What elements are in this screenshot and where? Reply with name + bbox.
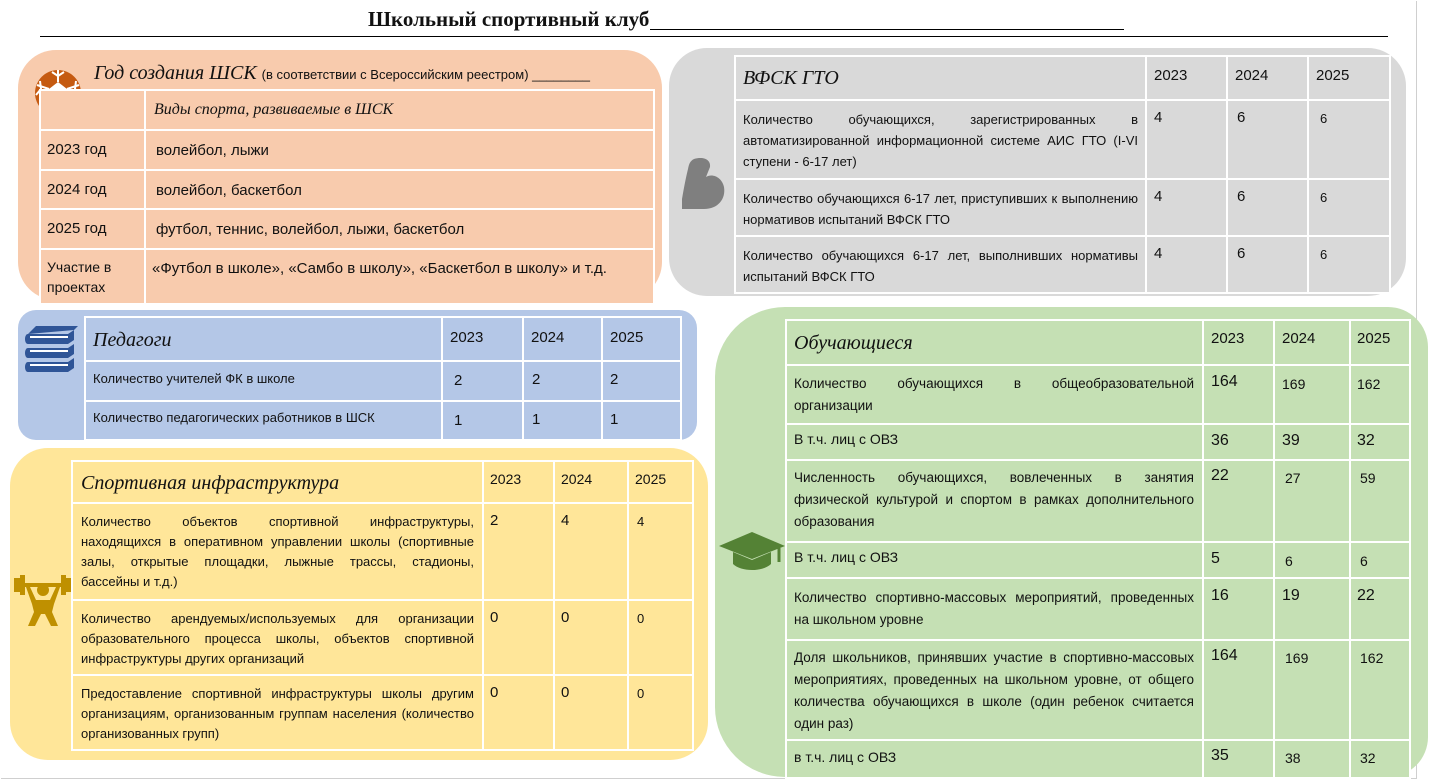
value-cell: 6 [1237, 109, 1246, 126]
value-cell: 0 [490, 609, 499, 626]
value-cell: 4 [1154, 188, 1163, 205]
year-label: 2025 год [47, 220, 107, 237]
value-cell: 2 [454, 372, 463, 389]
table-row [72, 503, 693, 600]
row-label: Количество обучающихся 6-17 лет, выполнивших нормативы испытаний ВФСК ГТО [743, 248, 1138, 284]
value-cell: 5 [1211, 550, 1220, 567]
students-heading: Обучающиеся [794, 332, 913, 354]
graduation-cap-icon [719, 530, 785, 572]
value-cell: 2 [610, 371, 619, 388]
value-cell: 4 [1154, 109, 1163, 126]
founding-note: (в соответствии с Всероссийским реестром) ________ [261, 67, 590, 82]
table-row [786, 578, 1410, 640]
value-cell: 6 [1237, 245, 1246, 262]
gto-table [734, 55, 1391, 294]
row-label: Количество педагогических работников в ШСК [93, 410, 375, 425]
table-cell [40, 90, 145, 130]
table-row [85, 401, 681, 440]
founding-table [39, 89, 655, 305]
table-row [40, 209, 654, 249]
value-cell: 16 [1211, 587, 1229, 604]
teachers-table [84, 316, 682, 441]
table-row [40, 170, 654, 209]
year-header: 2024 [1235, 67, 1269, 84]
year-header: 2025 [610, 329, 644, 346]
table-row [786, 542, 1410, 578]
value-cell: 169 [1285, 650, 1309, 666]
value-cell: 164 [1211, 647, 1238, 664]
value-cell: 27 [1285, 470, 1301, 486]
year-label: 2023 год [47, 141, 107, 158]
value-cell: 169 [1282, 376, 1306, 392]
teachers-heading: Педагоги [93, 329, 172, 351]
value-cell: 6 [1320, 190, 1328, 205]
sports-value: волейбол, лыжи [156, 142, 269, 159]
row-label: В т.ч. лиц с ОВЗ [794, 549, 899, 565]
value-cell: 0 [490, 684, 499, 701]
weightlifter-icon [14, 570, 72, 628]
value-cell: 2 [490, 512, 499, 529]
value-cell: 4 [637, 514, 645, 529]
value-cell: 4 [561, 512, 570, 529]
sports-value: волейбол, баскетбол [156, 182, 302, 199]
row-label: Количество спортивно-массовых мероприятий, проведенных на школьном уровне [794, 590, 1194, 627]
value-cell: 2 [532, 371, 541, 388]
value-cell: 4 [1154, 245, 1163, 262]
value-cell: 6 [1320, 247, 1328, 262]
projects-value: «Футбол в школе», «Самбо в школу», «Баскетбол в школу» и т.д. [152, 260, 607, 277]
value-cell: 164 [1211, 373, 1238, 390]
year-header: 2025 [635, 471, 667, 487]
table-row [40, 249, 654, 304]
year-header: 2023 [1154, 67, 1188, 84]
value-cell: 6 [1285, 553, 1293, 569]
sports-value: футбол, теннис, волейбол, лыжи, баскетбол [156, 221, 465, 238]
row-label: Доля школьников, принявших участие в спортивно-массовых мероприятиях, проведенных на школьном уровне, от общего количества обучающихся в школе (один ребенок считается один раз) [794, 650, 1194, 731]
value-cell: 1 [532, 411, 541, 428]
table-row [40, 130, 654, 170]
year-header: 2024 [561, 471, 593, 487]
value-cell: 39 [1282, 432, 1300, 449]
row-label: в т.ч. лиц с ОВЗ [794, 749, 897, 765]
value-cell: 32 [1360, 750, 1376, 766]
table-row [786, 740, 1410, 778]
row-label: Количество обучающихся, зарегистрированных в автоматизированной информационной системе АИС ГТО (I-VI ступени - 6-17 лет) [743, 112, 1138, 169]
flexed-biceps-icon [678, 155, 728, 213]
row-label: В т.ч. лиц с ОВЗ [794, 431, 899, 447]
value-cell: 162 [1360, 650, 1384, 666]
value-cell: 19 [1282, 587, 1300, 604]
value-cell: 32 [1357, 432, 1375, 449]
value-cell: 38 [1285, 750, 1301, 766]
value-cell: 59 [1360, 470, 1376, 486]
year-header: 2023 [490, 471, 522, 487]
value-cell: 1 [454, 412, 463, 429]
year-header: 2024 [1282, 330, 1316, 347]
value-cell: 0 [637, 686, 645, 701]
books-stack-icon [22, 322, 78, 376]
projects-label: Участие в проектах [47, 259, 112, 295]
gto-heading: ВФСК ГТО [743, 67, 839, 89]
row-label: Предоставление спортивной инфраструктуры школы другим организациям, организованным группам населения (количество организованных групп) [81, 686, 474, 741]
value-cell: 6 [1320, 111, 1328, 126]
year-label: 2024 год [47, 181, 107, 198]
value-cell: 35 [1211, 747, 1229, 764]
sports-header-cell: Виды спорта, развиваемые в ШСК [145, 90, 654, 130]
table-row [735, 100, 1390, 179]
value-cell: 1 [610, 411, 619, 428]
infrastructure-table [71, 460, 694, 751]
row-label: Количество обучающихся в общеобразовательной организации [794, 376, 1194, 413]
table-row [786, 424, 1410, 460]
table-row [786, 365, 1410, 424]
year-header: 2023 [450, 329, 484, 346]
table-row [85, 361, 681, 401]
infrastructure-heading: Спортивная инфраструктура [81, 472, 340, 494]
table-row [786, 640, 1410, 740]
row-label: Численность обучающихся, вовлеченных в занятия физической культурой и спортом в рамках дополнительного образования [794, 470, 1194, 529]
page-title: Школьный спортивный клуб [368, 7, 650, 31]
year-header: 2025 [1316, 67, 1350, 84]
table-row [72, 600, 693, 675]
row-label: Количество объектов спортивной инфраструктуры, находящихся в оперативном управлении школы (спортивные залы, открытые площадки, лыжные трассы, стадионы, бассейны и т.д.) [81, 514, 474, 589]
table-row [735, 236, 1390, 293]
row-label: Количество учителей ФК в школе [93, 371, 295, 386]
row-label: Количество арендуемых/используемых для организации образовательного процесса школы, объектов спортивной инфраструктуры других организаций [81, 611, 474, 666]
value-cell: 0 [561, 609, 570, 626]
table-row [786, 460, 1410, 542]
value-cell: 0 [637, 611, 645, 626]
table-row [72, 675, 693, 750]
year-header: 2025 [1357, 330, 1391, 347]
value-cell: 36 [1211, 432, 1229, 449]
value-cell: 22 [1211, 467, 1229, 484]
year-header: 2023 [1211, 330, 1245, 347]
value-cell: 6 [1237, 188, 1246, 205]
value-cell: 22 [1357, 587, 1375, 604]
students-table [785, 319, 1411, 779]
value-cell: 0 [561, 684, 570, 701]
club-name-blank [650, 29, 1124, 30]
value-cell: 6 [1360, 553, 1368, 569]
row-label: Количество обучающихся 6-17 лет, приступивших к выполнению нормативов испытаний ВФСК ГТО [743, 191, 1138, 227]
value-cell: 162 [1357, 376, 1381, 392]
founding-heading: Год создания ШСК (в соответствии с Всероссийским реестром) ________ [94, 62, 590, 84]
year-header: 2024 [531, 329, 565, 346]
title-rule [40, 36, 1388, 37]
table-row [735, 179, 1390, 236]
